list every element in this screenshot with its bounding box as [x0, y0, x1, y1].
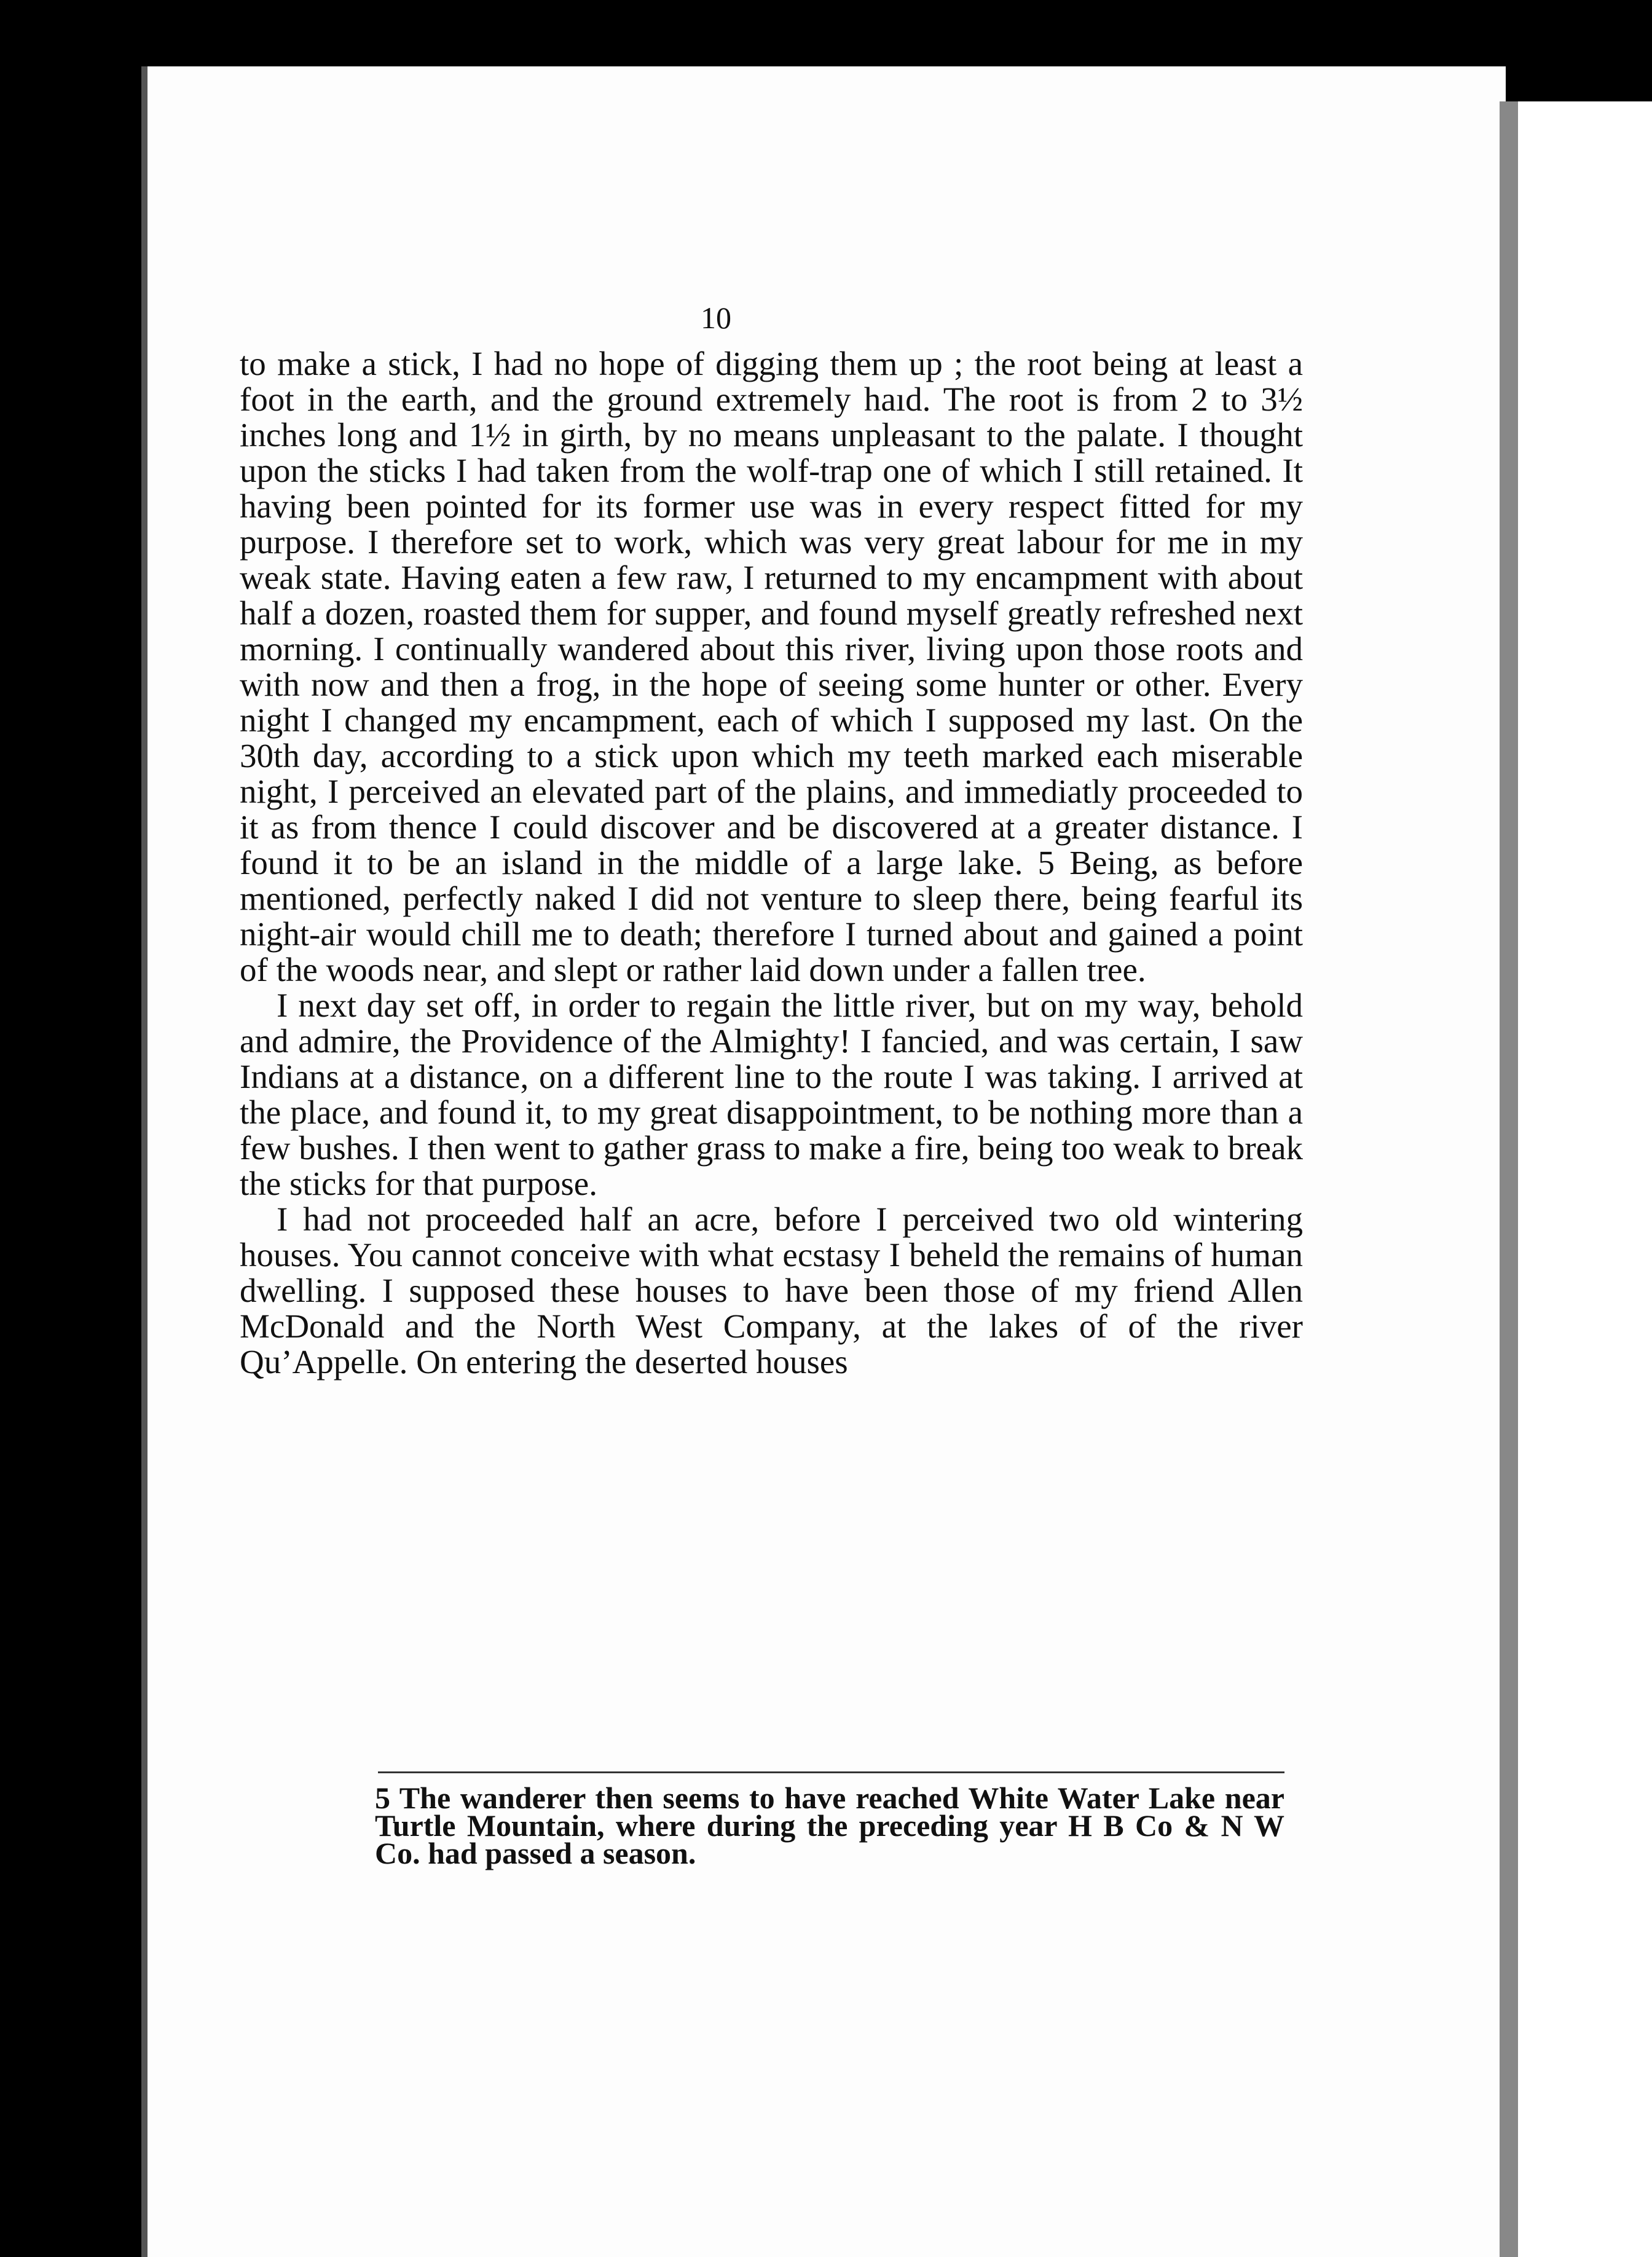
paragraph: I had not proceeded half an acre, before I perceived two old wintering houses. You cannot conceive with what ecstasy I beheld the remains of human dwelling. I supposed these houses to have been those of my friend Allen McDonald and the North West Company, at the lakes of of the river Qu’Appelle. On entering the deserted houses — [240, 1200, 1303, 1381]
body-text — [240, 346, 1303, 1380]
footnote-text: 5 The wanderer then seems to have reached White Water Lake near Turtle Mountain, where during the preceding year H B Co & N W Co. had passed a season. — [375, 1781, 1284, 1870]
facing-page-edge — [1500, 101, 1652, 2257]
footnote — [375, 1781, 1284, 1870]
footnote-rule — [378, 1771, 1284, 1773]
paragraph: I next day set off, in order to regain the little river, but on my way, behold and admire, the Providence of the Almighty! I fancied, and was certain, I saw Indians at a distance, on a different line to the route I was taking. I arrived at the place, and found it, to my great disappointment, to be nothing more than a few bushes. I then went to gather grass to make a fire, being too weak to break the sticks for that purpose. — [240, 987, 1303, 1202]
page-number: 10 — [701, 301, 731, 335]
paragraph: to make a stick, I had no hope of digging them up ; the root being at least a foot in the earth, and the ground extremely haıd. The root is from 2 to 3½ inches long and 1½ in girth, by no means unpleasant to the palate. I thought upon the sticks I had taken from the wolf-trap one of which I still retained. It having been pointed for its former use was in every respect fitted for my purpose. I therefore set to work, which was very great labour for me in my weak state. Having eaten a few raw, I returned to my encampment with about half a dozen, roasted them for supper, and found myself greatly refreshed next morning. I continually wandered about this river, living upon those roots and with now and then a frog, in the hope of seeing some hunter or other. Every night I changed my encampment, each of which I supposed my last. On the 30th day, according to a stick upon which my teeth marked each miserable night, I perceived an elevated part of the plains, and immediatly proceeded to it as from thence I could discover and be discovered at a greater distance. I found it to be an island in the middle of a large lake. 5 Being, as before mentioned, perfectly naked I did not venture to sleep there, being fearful its night-air would chill me to death; therefore I turned about and gained a point of the woods near, and slept or rather laid down under a fallen tree. — [240, 345, 1303, 988]
